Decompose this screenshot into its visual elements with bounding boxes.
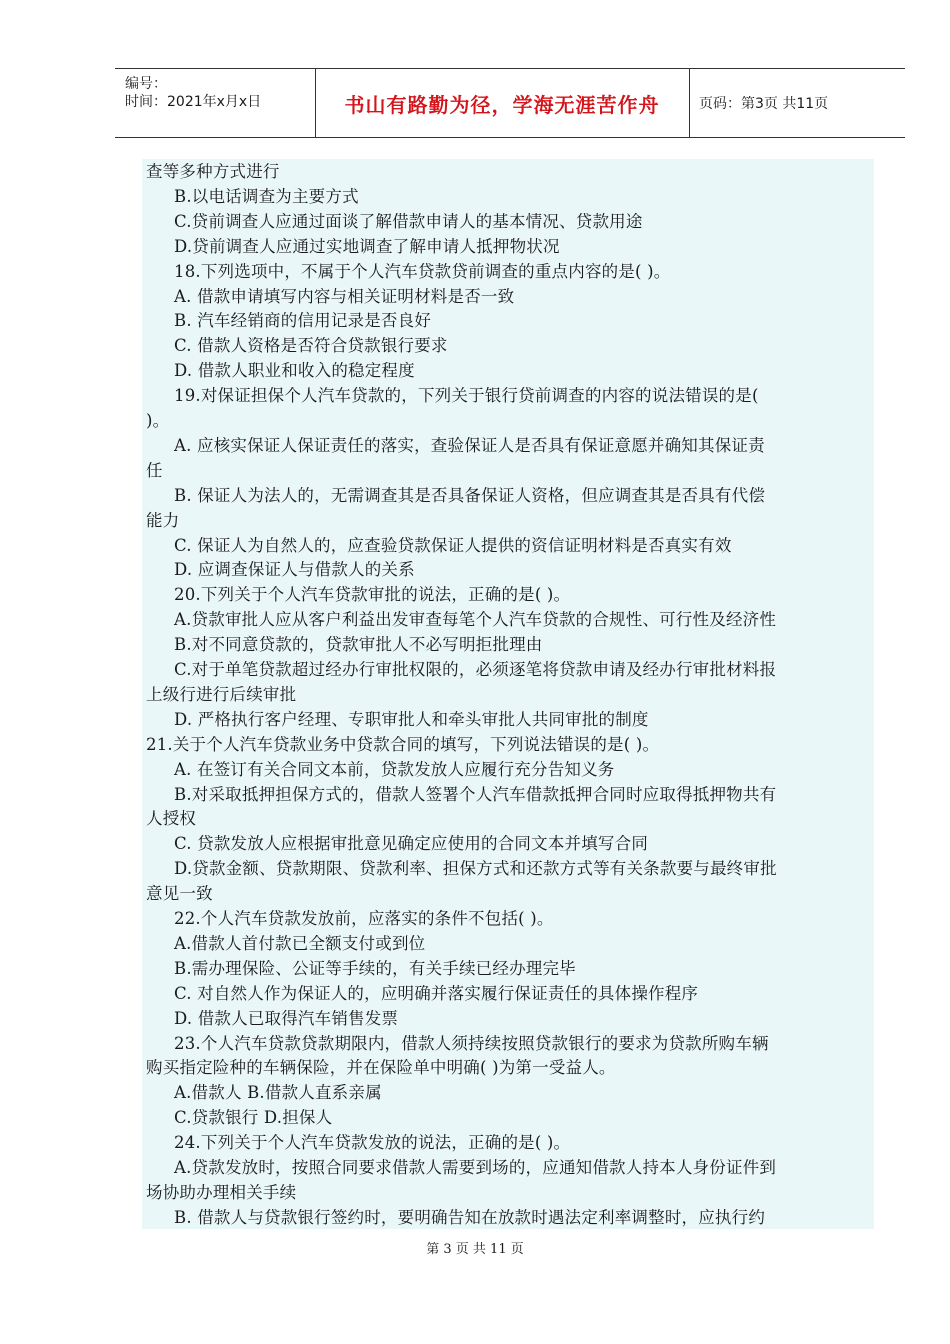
text-line: C. 贷款发放人应根据审批意见确定应使用的合同文本并填写合同 (174, 834, 649, 854)
doc-number-label: 编号： (125, 76, 167, 92)
header-motto-cell (315, 69, 690, 137)
text-line: 18.下列选项中，不属于个人汽车贷款贷前调查的重点内容的是( )。 (174, 261, 671, 281)
text-line: D. 借款人已取得汽车销售发票 (174, 1008, 399, 1028)
doc-time-label: 时间：2021年x月x日 (125, 94, 262, 110)
text-line: D. 严格执行客户经理、专职审批人和牵头审批人共同审批的制度 (174, 709, 649, 729)
text-line: B. 保证人为法人的，无需调查其是否具备保证人资格，但应调查其是否具有代偿 (174, 485, 766, 505)
text-line: )。 (146, 411, 170, 430)
page-header (115, 68, 905, 138)
text-line: C.贷款银行 D.担保人 (174, 1108, 333, 1128)
text-line: C. 对自然人作为保证人的，应明确并落实履行保证责任的具体操作程序 (174, 983, 699, 1003)
header-meta (115, 69, 316, 137)
text-line: B. 借款人与贷款银行签约时，要明确告知在放款时遇法定利率调整时，应执行约 (174, 1207, 766, 1227)
text-line: D.贷前调查人应通过实地调查了解申请人抵押物状况 (174, 236, 560, 256)
text-line: 22.个人汽车贷款发放前，应落实的条件不包括( )。 (174, 909, 554, 928)
text-line: A.借款人首付款已全额支付或到位 (174, 933, 426, 953)
text-line: 24.下列关于个人汽车贷款发放的说法，正确的是( )。 (174, 1133, 571, 1153)
text-line: 20.下列关于个人汽车贷款审批的说法，正确的是( )。 (174, 585, 571, 605)
text-line: 任 (146, 460, 163, 480)
text-line: 查等多种方式进行 (146, 162, 280, 181)
text-line: 意见一致 (146, 884, 213, 904)
text-line: 19.对保证担保个人汽车贷款的，下列关于银行贷前调查的内容的说法错误的是( (174, 386, 759, 406)
page-footer: 第 3 页 共 11 页 (426, 1242, 524, 1257)
text-line: 上级行进行后续审批 (146, 684, 297, 704)
text-line: A.贷款发放时，按照合同要求借款人需要到场的，应通知借款人持本人身份证件到 (174, 1158, 777, 1177)
text-line: C. 保证人为自然人的，应查验贷款保证人提供的资信证明材料是否真实有效 (174, 535, 732, 555)
text-line: B. 汽车经销商的信用记录是否良好 (174, 311, 432, 331)
document-body (142, 159, 874, 1229)
text-line: C.对于单笔贷款超过经办行审批权限的，必须逐笔将贷款申请及经办行审批材料报 (174, 660, 777, 679)
header-motto: 书山有路勤为径，学海无涯苦作舟 (344, 92, 660, 117)
text-line: B.对采取抵押担保方式的，借款人签署个人汽车借款抵押合同时应取得抵押物共有 (174, 784, 777, 804)
text-line: D.贷款金额、贷款期限、贷款利率、担保方式和还款方式等有关条款要与最终审批 (174, 859, 777, 879)
text-line: A. 在签订有关合同文本前，贷款发放人应履行充分告知义务 (174, 759, 615, 779)
text-line: 人授权 (146, 809, 197, 829)
text-line: A.借款人 B.借款人直系亲属 (174, 1083, 382, 1103)
text-line: C. 借款人资格是否符合贷款银行要求 (174, 336, 448, 356)
text-line: 场协助办理相关手续 (146, 1182, 297, 1202)
text-line: A. 借款申请填写内容与相关证明材料是否一致 (174, 286, 515, 306)
text-line: B.对不同意贷款的，贷款审批人不必写明拒批理由 (174, 635, 543, 655)
text-line: D. 应调查保证人与借款人的关系 (174, 560, 415, 580)
header-page-cell (689, 69, 905, 137)
text-line: A.贷款审批人应从客户利益出发审查每笔个人汽车贷款的合规性、可行性及经济性 (174, 610, 777, 630)
text-line: 23.个人汽车贷款贷款期限内，借款人须持续按照贷款银行的要求为贷款所购车辆 (174, 1033, 769, 1053)
text-line: A. 应核实保证人保证责任的落实，查验保证人是否具有保证意愿并确知其保证责 (174, 435, 765, 455)
text-line: B.需办理保险、公证等手续的，有关手续已经办理完毕 (174, 958, 576, 978)
text-line: B.以电话调查为主要方式 (174, 186, 359, 206)
text-line: 21.关于个人汽车贷款业务中贷款合同的填写，下列说法错误的是( )。 (146, 734, 660, 754)
text-line: C.贷前调查人应通过面谈了解借款申请人的基本情况、贷款用途 (174, 211, 643, 231)
text-line: D. 借款人职业和收入的稳定程度 (174, 361, 415, 381)
text-line: 购买指定险种的车辆保险，并在保险单中明确( )为第一受益人。 (146, 1058, 616, 1078)
header-page-number: 页码：第3页 共11页 (699, 96, 829, 112)
text-line: 能力 (146, 510, 180, 530)
